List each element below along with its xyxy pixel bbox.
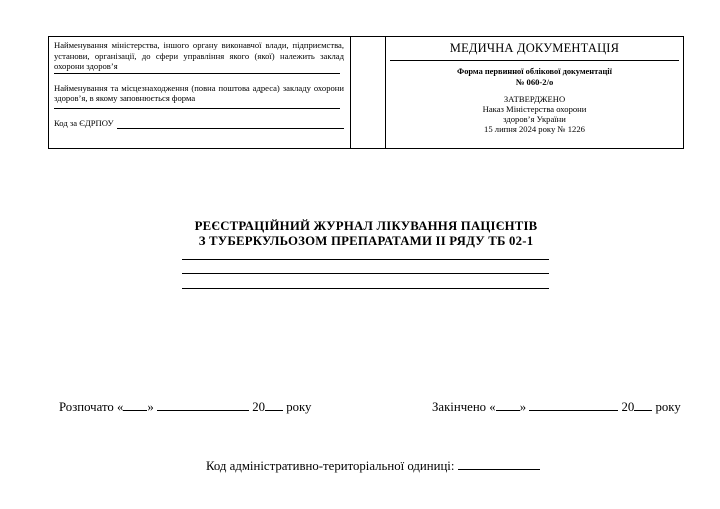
- territory-code-row: [206, 457, 540, 474]
- journal-title: [182, 219, 550, 249]
- journal-title-line-2: З ТУБЕРКУЛЬОЗОМ ПРЕПАРАТАМИ ІІ РЯДУ ТБ 02-1: [198, 234, 534, 248]
- location-field-line[interactable]: [54, 108, 340, 109]
- territory-code-field[interactable]: [458, 457, 540, 470]
- form-info-cell: [386, 37, 683, 148]
- journal-title-line-1: РЕЄСТРАЦІЙНИЙ ЖУРНАЛ ЛІКУВАННЯ ПАЦІЄНТІВ: [194, 219, 538, 233]
- medical-documentation-title: МЕДИЧНА ДОКУМЕНТАЦІЯ: [449, 41, 620, 55]
- ended-month-field[interactable]: [529, 398, 618, 411]
- approved-order: Наказ Міністерства охорони: [482, 103, 587, 114]
- started-prefix: Розпочато «: [59, 400, 124, 414]
- title-underline: [390, 60, 679, 61]
- started-year-prefix: 20: [252, 400, 265, 414]
- territory-code-label: Код адміністративно-територіальної одиниці:: [206, 459, 455, 473]
- form-number: № 060-2/о: [515, 77, 554, 87]
- approved-date: 15 липня 2024 року № 1226: [484, 124, 585, 135]
- title-blank-line-1[interactable]: [182, 259, 549, 260]
- started-mid: »: [147, 400, 154, 414]
- edrpou-field-line[interactable]: [117, 120, 344, 129]
- title-blank-line-3[interactable]: [182, 288, 549, 289]
- ended-year-prefix: 20: [621, 400, 635, 414]
- started-month-field[interactable]: [157, 398, 249, 411]
- ended-prefix: Закінчено «: [432, 400, 496, 414]
- approved-label: ЗАТВЕРДЖЕНО: [503, 93, 566, 104]
- ended-mid: »: [519, 400, 527, 414]
- location-label: Найменування та місцезнаходження (повна поштова адреса) закладу охорони здоров’я, в якому заповнюється форма: [54, 82, 344, 104]
- ministry-label: Найменування міністерства, іншого органу виконавчої влади, підприємства, установи, організації, до сфери управління якого (якої) належить заклад охорони здоров’я: [54, 40, 344, 72]
- ended-year-suffix: року: [655, 400, 681, 414]
- spacer-cell: [351, 37, 386, 148]
- ended-date-row: [432, 398, 681, 415]
- started-year-suffix: року: [286, 400, 312, 414]
- approved-ministry: здоров’я України: [503, 114, 566, 125]
- header-table: [48, 36, 684, 149]
- institution-info-cell: [49, 37, 351, 148]
- started-date-row: [59, 398, 311, 415]
- ministry-field-line[interactable]: [54, 73, 340, 74]
- started-day-field[interactable]: [123, 398, 147, 411]
- ended-year-field[interactable]: [634, 398, 652, 411]
- title-blank-line-2[interactable]: [182, 273, 549, 274]
- started-year-field[interactable]: [265, 398, 283, 411]
- edrpou-row: [54, 118, 344, 129]
- edrpou-label: Код за ЄДРПОУ: [54, 117, 114, 128]
- form-name: Форма первинної облікової документації: [457, 67, 612, 76]
- approval-block: [386, 94, 683, 135]
- ended-day-field[interactable]: [496, 398, 520, 411]
